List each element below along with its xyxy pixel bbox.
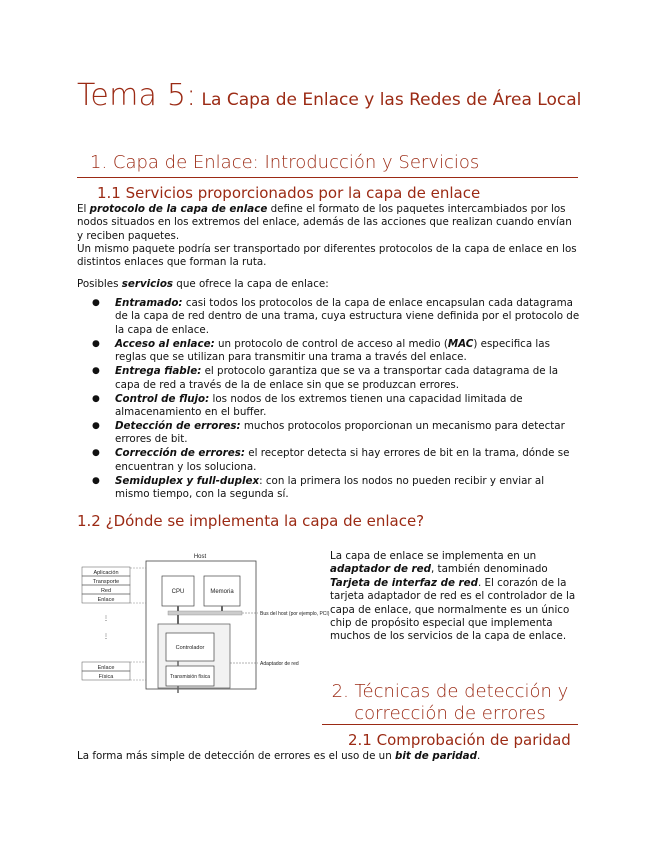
subsection-1-2-heading: 1.2 ¿Dónde se implementa la capa de enlace? — [77, 512, 425, 530]
list-item: ● Control de flujo: los nodos de los extremos tienen una capacidad limitada de almacenamiento en el buffer. — [92, 392, 523, 419]
section-1-rule — [77, 177, 578, 178]
list-item: ● Corrección de errores: el receptor detecta si hay errores de bit en la trama, dónde se encuentran y los soluciona. — [92, 447, 570, 473]
section-2-heading: 2. Técnicas de detección y corrección de errores — [331, 681, 569, 724]
diagram-host-label: Host — [193, 554, 207, 560]
svg-text:⋮: ⋮ — [103, 634, 109, 640]
title-sub: La Capa de Enlace y las Redes de Área Local — [201, 90, 582, 110]
list-item: ● Semiduplex y full-duplex: con la primera los nodos no pueden recibir y enviar al mismo tiempo, con la segunda sí. — [92, 474, 545, 501]
memory-label: Memoria — [210, 589, 234, 595]
subsection-2-1-heading: 2.1 Comprobación de paridad — [348, 731, 571, 749]
network-adapter-diagram — [80, 548, 330, 693]
stack-fisica: Física — [98, 674, 114, 680]
controller-label: Controlador — [175, 645, 205, 651]
document-title — [77, 80, 597, 116]
list-item: ● Entramado: casi todos los protocolos de la capa de enlace encapsulan cada datagrama de la capa de red dentro de una trama, cuya estructura viene definida por el protocolo de la capa de enlace. — [92, 297, 580, 336]
list-item: ● Detección de errores: muchos protocolos proporcionan un mecanismo para detectar errores de bit. — [92, 420, 565, 446]
protocol-stack — [82, 567, 130, 680]
cpu-label: CPU — [171, 589, 185, 595]
list-item: ● Entrega fiable: el protocolo garantiza que se va a transportar cada datagrama de la capa de red a través de la de enlace sin que se produzcan errores. — [92, 365, 559, 391]
bus-label: Bus del host (por ejemplo, PCI) — [260, 611, 330, 617]
host-bus — [168, 611, 242, 615]
stack-enlace-top: Enlace — [97, 597, 115, 603]
list-item: ● Acceso al enlace: un protocolo de control de acceso al medio (MAC) especifica las reglas que se utilizan para transmitir una trama a través del enlace. — [92, 337, 550, 364]
paragraph-paridad: La forma más simple de detección de errores es el uso de un bit de paridad. — [77, 750, 481, 762]
adapter-label: Adaptador de red — [260, 661, 299, 667]
paragraph-servicios: Posibles servicios que ofrece la capa de enlace: — [77, 278, 329, 290]
svg-text:⋮: ⋮ — [103, 616, 109, 622]
section-1-heading: 1. Capa de Enlace: Introducción y Servicios — [90, 152, 480, 173]
paragraph-adaptador: La capa de enlace se implementa en un adaptador de red, también denominado Tarjeta de interfaz de red. El corazón de la tarjeta adaptador de red es el controlador de la capa de enlace, que normalmente es un único chip de propósito especial que implementa muchos de los servicios de la capa de enlace. — [330, 550, 576, 643]
paragraph-paquete: Un mismo paquete podría ser transportado por diferentes protocolos de la capa de enlace en los distintos enlaces que forman la ruta. — [77, 243, 577, 269]
stack-transporte: Transporte — [92, 579, 120, 585]
services-list — [92, 297, 580, 502]
subsection-1-1-heading: 1.1 Servicios proporcionados por la capa de enlace — [97, 184, 481, 202]
title-main: Tema 5: — [77, 78, 197, 113]
stack-aplicacion: Aplicación — [93, 570, 119, 576]
stack-red: Red — [100, 588, 112, 594]
stack-enlace-bottom: Enlace — [97, 665, 115, 671]
paragraph-protocolo: El protocolo de la capa de enlace define el formato de los paquetes intercambiados por los nodos situados en los extremos del enlace, además de las acciones que realizan cuando envían y reciben paquetes. — [77, 203, 572, 242]
phy-label: Transmisión física — [169, 674, 211, 680]
section-2-rule — [322, 724, 578, 725]
